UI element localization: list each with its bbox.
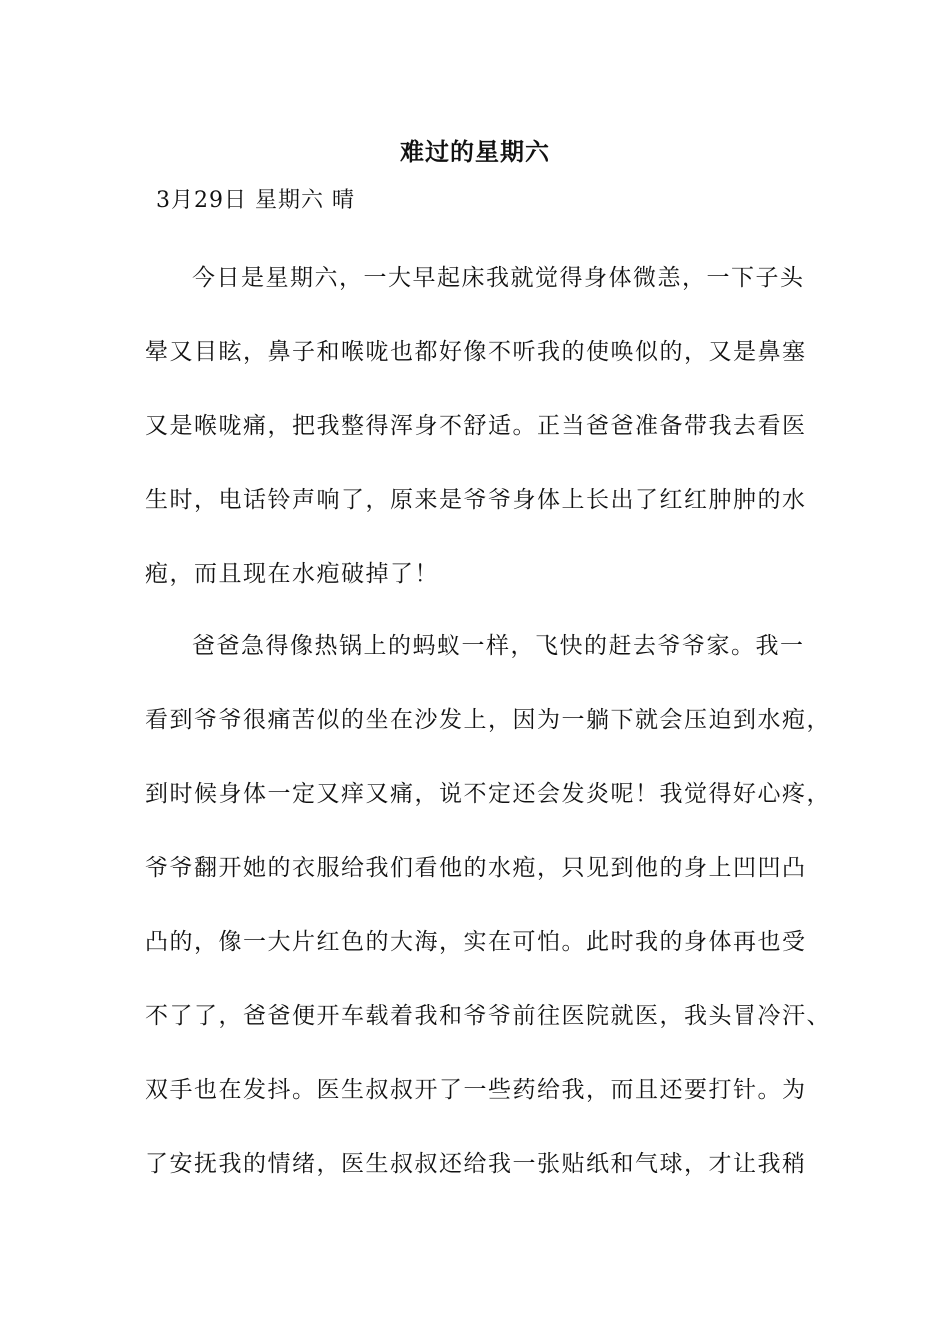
text-line: 看到爷爷很痛苦似的坐在沙发上，因为一躺下就会压迫到水疱， <box>145 707 831 733</box>
text-line: 疱，而且现在水疱破掉了！ <box>145 561 439 587</box>
text-line: 生时，电话铃声响了，原来是爷爷身体上长出了红红肿肿的水 <box>145 487 807 513</box>
paragraph-2 <box>145 626 831 1218</box>
text-line: 了安抚我的情绪，医生叔叔还给我一张贴纸和气球，才让我稍 <box>145 1151 807 1177</box>
text-line: 凸的，像一大片红色的大海，实在可怕。此时我的身体再也受 <box>145 929 807 955</box>
date-line: 3月29日 星期六 晴 <box>156 188 355 213</box>
text-line: 晕又目眩，鼻子和喉咙也都好像不听我的使唤似的，又是鼻塞 <box>145 339 807 365</box>
document-title: 难过的星期六 <box>400 137 550 166</box>
text-line: 到时候身体一定又痒又痛，说不定还会发炎呢！我觉得好心疼， <box>145 781 831 807</box>
text-line: 又是喉咙痛，把我整得浑身不舒适。正当爸爸准备带我去看医 <box>145 413 807 439</box>
text-line: 爷爷翻开她的衣服给我们看他的水疱，只见到他的身上凹凹凸 <box>145 855 807 881</box>
text-line: 今日是星期六，一大早起床我就觉得身体微恙，一下子头 <box>192 265 805 291</box>
paragraph-1 <box>145 258 815 628</box>
text-line: 双手也在发抖。医生叔叔开了一些药给我，而且还要打针。为 <box>145 1077 807 1103</box>
text-line: 爸爸急得像热锅上的蚂蚁一样，飞快的赶去爷爷家。我一 <box>192 633 805 659</box>
text-line: 不了了，爸爸便开车载着我和爷爷前往医院就医，我头冒冷汗、 <box>145 1003 831 1029</box>
